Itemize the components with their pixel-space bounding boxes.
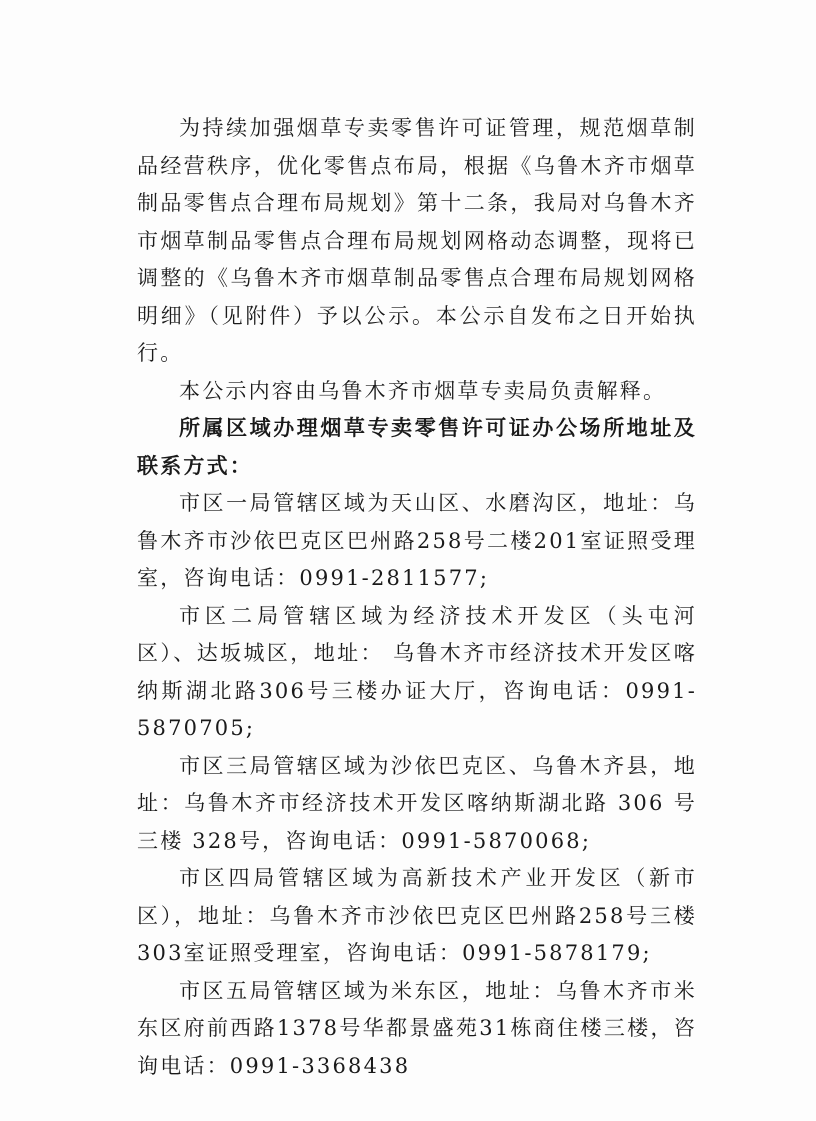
district-bureau-1-paragraph: 市区一局管辖区域为天山区、水磨沟区，地址：乌鲁木齐市沙依巴克区巴州路258号二楼201室证照受理室，咨询电话：0991-2811577; xyxy=(137,491,697,590)
document-body xyxy=(137,110,697,1085)
district-bureau-2-paragraph: 市区二局管辖区域为经济技术开发区（头屯河区）、达坂城区，地址： 乌鲁木齐市经济技术开发区喀纳斯湖北路306号三楼办证大厅，咨询电话：0991-5870705; xyxy=(137,603,697,740)
office-addresses-heading: 所属区域办理烟草专卖零售许可证办公场所地址及联系方式： xyxy=(137,416,697,478)
district-bureau-3-paragraph: 市区三局管辖区域为沙依巴克区、乌鲁木齐县，地址：乌鲁木齐市经济技术开发区喀纳斯湖北路 306 号三楼 328号，咨询电话：0991-5870068; xyxy=(137,753,697,853)
district-bureau-5-paragraph: 市区五局管辖区域为米东区，地址：乌鲁木齐市米东区府前西路1378号华都景盛苑31栋商住楼三楼，咨询电话：0991-3368438 xyxy=(137,978,697,1078)
intro-paragraph: 为持续加强烟草专卖零售许可证管理，规范烟草制品经营秩序，优化零售点布局，根据《乌鲁木齐市烟草制品零售点合理布局规划》第十二条，我局对乌鲁木齐市烟草制品零售点合理布局规划网格动态调整，现将已调整的《乌鲁木齐市烟草制品零售点合理布局规划网格明细》（见附件）予以公示。本公示自发布之日开始执行。 xyxy=(137,116,697,365)
interpretation-paragraph: 本公示内容由乌鲁木齐市烟草专卖局负责解释。 xyxy=(179,378,667,403)
district-bureau-4-paragraph: 市区四局管辖区域为高新技术产业开发区（新市区），地址：乌鲁木齐市沙依巴克区巴州路258号三楼303室证照受理室，咨询电话：0991-5878179; xyxy=(137,866,697,965)
